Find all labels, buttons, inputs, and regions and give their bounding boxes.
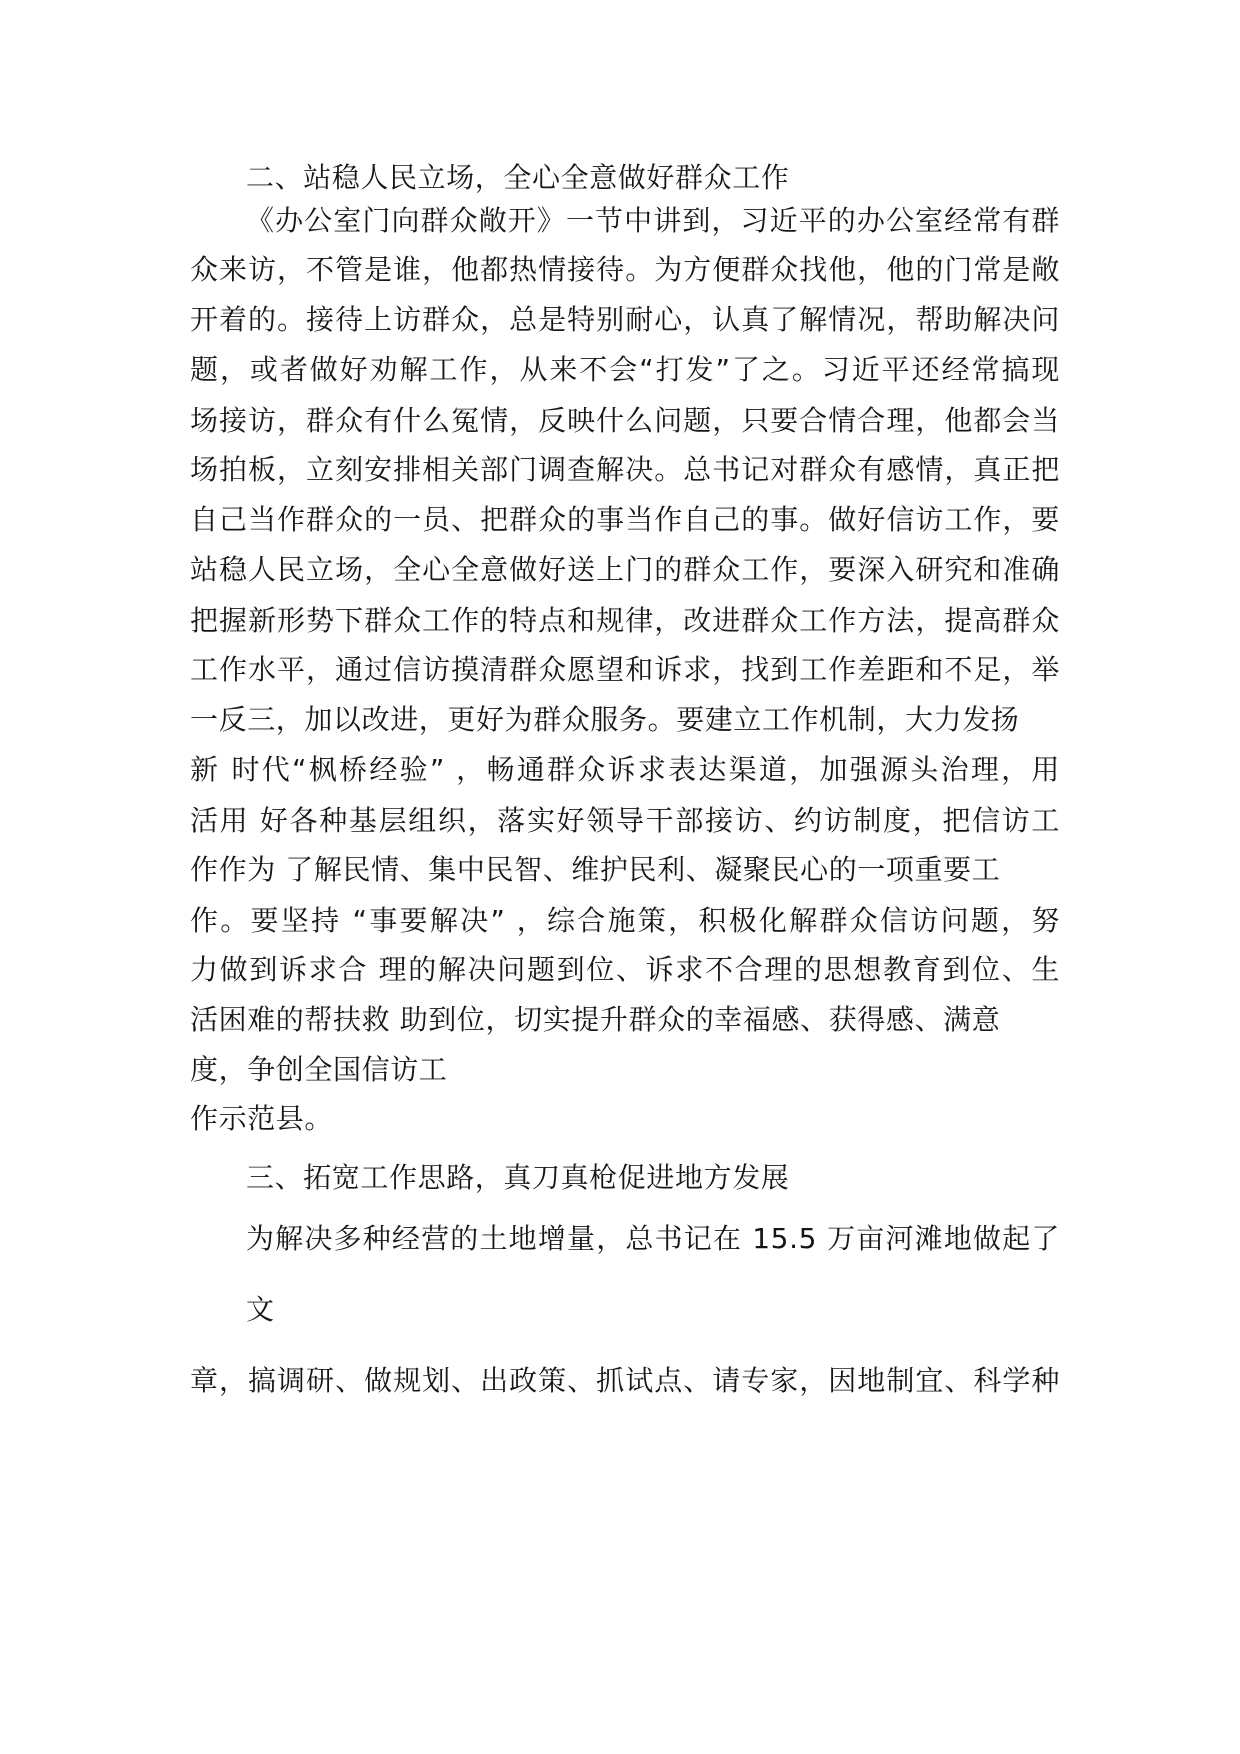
paragraph-line: 活困难的帮扶救 助到位，切实提升群众的幸福感、获得感、满意: [190, 1003, 1001, 1036]
paragraph-line: 章，搞调研、做规划、出政策、抓试点、请专家，因地制宜、科学种: [190, 1364, 1060, 1397]
paragraph-line: 新 时代“枫桥经验” ，畅通群众诉求表达渠道，加强源头治理，用: [190, 753, 1060, 786]
paragraph-line: 众来访，不管是谁，他都热情接待。为方便群众找他，他的门常是敞: [190, 253, 1060, 286]
section-2-heading: 二、站稳人民立场，全心全意做好群众工作: [246, 161, 790, 194]
paragraph-line: 活用 好各种基层组织，落实好领导干部接访、约访制度，把信访工: [190, 804, 1060, 837]
paragraph-line: 把握新形势下群众工作的特点和规律，改进群众工作方法，提高群众: [190, 604, 1060, 637]
paragraph-line: 站稳人民立场，全心全意做好送上门的群众工作，要深入研究和准确: [190, 553, 1060, 586]
paragraph-line: 作示范县。: [190, 1102, 334, 1135]
paragraph-line: 题，或者做好劝解工作，从来不会“打发”了之。习近平还经常搞现: [190, 353, 1060, 386]
paragraph-line: 度，争创全国信访工: [190, 1053, 448, 1086]
paragraph-line: 场拍板，立刻安排相关部门调查解决。总书记对群众有感情，真正把: [190, 453, 1060, 486]
paragraph-line: 作。要坚持 “事要解决” ，综合施策，积极化解群众信访问题，努: [190, 904, 1060, 937]
paragraph-line: 工作水平，通过信访摸清群众愿望和诉求，找到工作差距和不足，举: [190, 653, 1060, 686]
paragraph-line: 场接访，群众有什么冤情，反映什么问题，只要合情合理，他都会当: [190, 404, 1060, 437]
paragraph-line: 开着的。接待上访群众，总是特别耐心，认真了解情况，帮助解决问: [190, 303, 1060, 336]
paragraph-line: 一反三，加以改进，更好为群众服务。要建立工作机制，大力发扬: [190, 703, 1020, 736]
paragraph-line: 力做到诉求合 理的解决问题到位、诉求不合理的思想教育到位、生: [190, 953, 1060, 986]
paragraph-line: 《办公室门向群众敞开》一节中讲到，习近平的办公室经常有群: [246, 204, 1060, 237]
section-3-heading: 三、拓宽工作思路，真刀真枪促进地方发展: [246, 1161, 790, 1194]
paragraph-line: 为解决多种经营的土地增量，总书记在 15.5 万亩河滩地做起了: [246, 1222, 1060, 1255]
paragraph-line: 自己当作群众的一员、把群众的事当作自己的事。做好信访工作，要: [190, 503, 1060, 536]
paragraph-line: 作作为 了解民情、集中民智、维护民利、凝聚民心的一项重要工: [190, 853, 1001, 886]
paragraph-line: 文: [246, 1293, 275, 1326]
